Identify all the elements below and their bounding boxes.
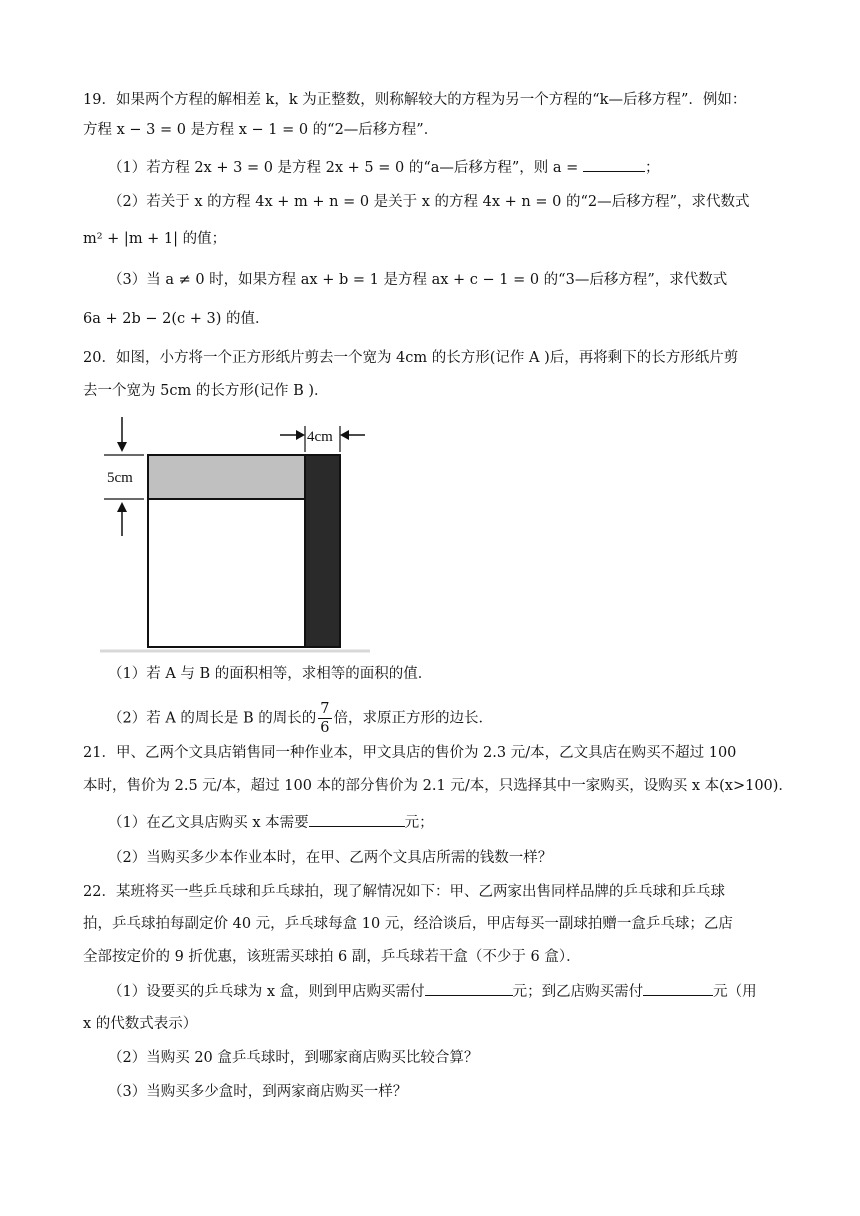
- q21-line1: 21．甲、乙两个文具店销售同一种作业本，甲文具店的售价为 2.3 元/本，乙文具店在购买不超过 100: [83, 745, 737, 761]
- q22-part1-text: （1）设要买的乒乓球为 x 盒，则到甲店购买需付: [108, 984, 425, 1000]
- q22-part3: （3）当购买多少盒时，到两家商店购买一样？: [108, 1084, 408, 1100]
- fraction-seven-sixths: [318, 700, 331, 737]
- q20-part1: （1）若 A 与 B 的面积相等，求相等的面积的值．: [108, 666, 433, 682]
- q22-line2: 拍，乒乓球拍每副定价 40 元，乒乓球每盒 10 元，经洽谈后，甲店每买一副球拍赠一盒乒乓球；乙店: [83, 916, 733, 932]
- q19-part3-line2: 6a + 2b − 2(c + 3) 的值．: [83, 311, 270, 327]
- q20-line2: 去一个宽为 5cm 的长方形(记作 B )．: [83, 383, 329, 399]
- answer-blank: [425, 979, 513, 996]
- q19-line2: 方程 x − 3 = 0 是方程 x − 1 = 0 的“2—后移方程”．: [83, 122, 439, 138]
- q22-part1: [108, 979, 757, 1004]
- q19-part1-text: （1）若方程 2x + 3 = 0 是方程 2x + 5 = 0 的“a—后移方程”，则 a =: [108, 160, 579, 176]
- answer-blank: [643, 979, 713, 996]
- strip-b: [148, 455, 305, 499]
- q19-part2-line1: （2）若关于 x 的方程 4x + m + n = 0 是关于 x 的方程 4x + n = 0 的“2—后移方程”，求代数式: [108, 194, 750, 210]
- q22-part1-mid: 元；到乙店购买需付: [512, 984, 644, 1000]
- q22-part1-suffix: 元（用: [713, 984, 757, 1000]
- fraction-denominator: 6: [320, 720, 330, 736]
- q22-part2: （2）当购买 20 盒乒乓球时，到哪家商店购买比较合算？: [108, 1050, 479, 1066]
- q19-part1: [108, 155, 659, 180]
- q21-line2: 本时，售价为 2.5 元/本，超过 100 本的部分售价为 2.1 元/本，只选择其中一家购买，设购买 x 本(x>100)．: [83, 778, 793, 794]
- q20-line1: 20．如图，小方将一个正方形纸片剪去一个宽为 4cm 的长方形(记作 A )后，再将剩下的长方形纸片剪: [83, 350, 739, 366]
- q22-part1-line2: x 的代数式表示）: [83, 1016, 198, 1032]
- q19-part1-suffix: ；: [644, 160, 660, 176]
- q20-part2-text: （2）若 A 的周长是 B 的周长的: [108, 710, 317, 727]
- q19-part2-line2: m² + |m + 1| 的值；: [83, 231, 227, 247]
- answer-blank: [583, 155, 645, 172]
- q20-part2-suffix: 倍，求原正方形的边长．: [333, 710, 494, 727]
- q19-line1: 19．如果两个方程的解相差 k，k 为正整数，则称解较大的方程为另一个方程的“k—后移方程”．例如：: [83, 92, 747, 108]
- q22-line3: 全部按定价的 9 折优惠，该班需买球拍 6 副，乒乓球若干盒（不少于 6 盒）．: [83, 949, 581, 965]
- q19-part3-line1: （3）当 a ≠ 0 时，如果方程 ax + b = 1 是方程 ax + c − 1 = 0 的“3—后移方程”，求代数式: [108, 272, 728, 288]
- answer-blank: [309, 810, 405, 827]
- q22-line1: 22．某班将买一些乒乓球和乒乓球拍，现了解情况如下：甲、乙两家出售同样品牌的乒乓球和乒乓球: [83, 884, 725, 900]
- fraction-numerator: 7: [320, 701, 330, 717]
- q21-part2: （2）当购买多少本作业本时，在甲、乙两个文具店所需的钱数一样？: [108, 850, 553, 866]
- q21-part1: [108, 810, 434, 835]
- q21-part1-suffix: 元；: [404, 815, 434, 831]
- q20-part2: [108, 700, 493, 737]
- dim-5cm-label: 5cm: [107, 470, 133, 486]
- strip-a: [305, 455, 340, 647]
- square-cut-figure: [100, 412, 370, 654]
- q21-part1-text: （1）在乙文具店购买 x 本需要: [108, 815, 309, 831]
- dim-4cm-label: 4cm: [307, 429, 333, 445]
